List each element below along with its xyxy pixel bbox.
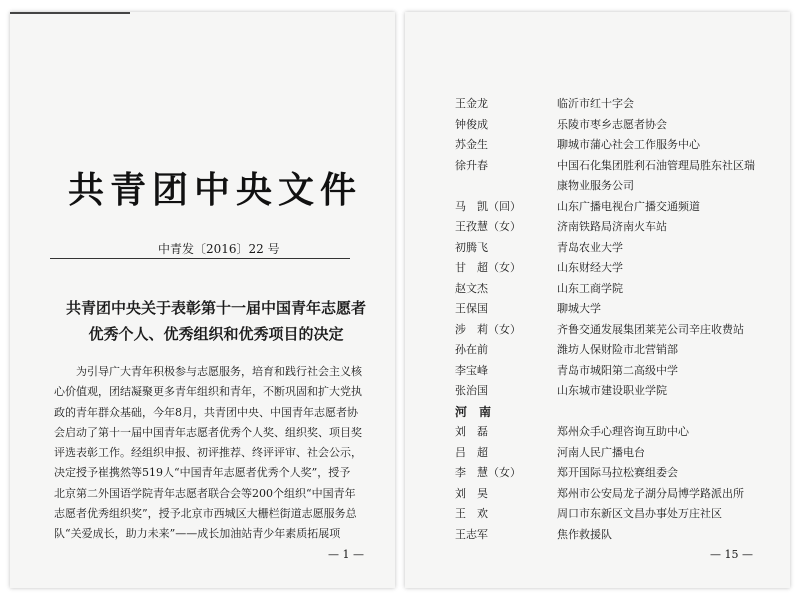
- page-number: — 1 —: [328, 548, 364, 561]
- awardee-name: 赵文杰: [455, 281, 488, 295]
- awardee-organization: 山东城市建设职业学院: [557, 384, 667, 397]
- list-item: [455, 318, 785, 339]
- document-number: 中青发〔2016〕22 号: [158, 242, 280, 256]
- header-rule: [10, 12, 130, 14]
- section-heading: [455, 400, 785, 421]
- awardee-name: 孙在前: [455, 343, 488, 356]
- list-item: [455, 195, 785, 216]
- body-line: 为引导广大青年积极参与志愿服务，培育和践行社会主义核: [76, 365, 362, 378]
- body-line: 政的青年群众基础，今年8月，共青团中央、中国青年志愿者协: [54, 405, 358, 419]
- awardee-name: 马 凯（回）: [455, 199, 521, 213]
- awardee-organization: 山东财经大学: [557, 261, 623, 274]
- awardee-organization: 郑州众手心理咨询互助中心: [557, 425, 689, 438]
- awardee-name: 王 欢: [455, 507, 488, 520]
- awardee-organization: 青岛市城阳第二高级中学: [557, 363, 678, 377]
- list-item: [455, 154, 785, 175]
- divider-rule: [50, 258, 350, 259]
- body-line: 队“关爱成长，助力未来”——成长加油站青少年素质拓展项: [54, 527, 341, 541]
- awardee-name: 吕 超: [455, 445, 488, 459]
- awardee-organization: 郑州市公安局龙子湖分局博学路派出所: [557, 486, 744, 500]
- page-number: — 15 —: [710, 548, 753, 561]
- list-item: [455, 420, 785, 441]
- awardee-name: 李 慧（女）: [455, 466, 521, 479]
- list-item: [455, 359, 785, 380]
- body-line: 北京第二外国语学院青年志愿者联合会等200个组织“中国青年: [54, 486, 356, 500]
- document-banner: 共青团中央文件: [68, 169, 363, 211]
- list-item: [455, 461, 785, 482]
- awardee-organization: 郑开国际马拉松赛组委会: [557, 466, 678, 479]
- awardee-name: 张治国: [455, 384, 488, 397]
- awardee-name: 刘 磊: [455, 425, 488, 438]
- awardee-name: 钟俊成: [455, 117, 488, 131]
- body-line: 志愿者优秀组织奖”，授予北京市西城区大栅栏街道志愿服务总: [54, 507, 357, 521]
- body-line: 会启动了第十一届中国青年志愿者优秀个人奖、组织奖、项目奖: [54, 425, 362, 439]
- list-item: [455, 502, 785, 523]
- awardee-organization: 河南人民广播电台: [557, 445, 645, 459]
- awardee-name: 李宝峰: [455, 363, 488, 377]
- awardee-name: 刘 昊: [455, 486, 488, 500]
- awardee-organization: 济南铁路局济南火车站: [557, 220, 667, 233]
- document-title-line-2: 优秀个人、优秀组织和优秀项目的决定: [88, 325, 344, 343]
- awardee-organization: 山东工商学院: [557, 281, 623, 295]
- body-line: 心价值观，团结凝聚更多青年组织和青年，不断巩固和扩大党执: [54, 385, 362, 399]
- list-item: [455, 256, 785, 277]
- awardee-name: 王保国: [455, 302, 488, 315]
- awardee-name: 王孜慧（女）: [455, 220, 521, 233]
- document-page-right: [405, 12, 790, 588]
- awardee-name: 涉 莉（女）: [455, 322, 521, 336]
- awardee-organization: 焦作救援队: [557, 527, 612, 541]
- list-item: [455, 92, 785, 113]
- awardee-name: 王志军: [455, 527, 488, 541]
- list-item: [455, 297, 785, 318]
- list-item: [455, 215, 785, 236]
- list-item: [455, 338, 785, 359]
- awardee-organization: 山东广播电视台广播交通频道: [557, 199, 700, 213]
- document-page-left: [10, 12, 395, 588]
- awardee-organization: 乐陵市枣乡志愿者协会: [557, 117, 667, 131]
- list-item: [455, 277, 785, 298]
- awardee-name: 初腾飞: [455, 240, 488, 254]
- awardee-organization: 齐鲁交通发展集团莱芜公司辛庄收费站: [557, 322, 744, 336]
- awardee-organization: 康物业服务公司: [557, 179, 634, 192]
- awardee-organization: 临沂市红十字会: [557, 97, 634, 110]
- list-item: [455, 441, 785, 462]
- body-line: 决定授予崔携然等519人“中国青年志愿者优秀个人奖”，授予: [54, 466, 351, 480]
- document-title-line-1: 共青团中央关于表彰第十一届中国青年志愿者: [65, 299, 366, 317]
- awardee-name: 苏金生: [455, 138, 488, 151]
- body-line: 评选表彰工作。经组织申报、初评推荐、终评评审、社会公示，: [54, 446, 362, 460]
- list-item: [455, 379, 785, 400]
- awardee-name: 王金龙: [455, 97, 488, 110]
- list-item: [455, 174, 785, 195]
- awardee-name: 河 南: [455, 404, 492, 419]
- list-item: [455, 236, 785, 257]
- awardee-organization: 潍坊人保财险市北营销部: [557, 343, 678, 356]
- awardee-organization: 周口市东新区文昌办事处万庄社区: [557, 507, 722, 520]
- list-item: [455, 133, 785, 154]
- awardee-organization: 青岛农业大学: [557, 240, 623, 254]
- awardee-name: 徐升春: [455, 158, 488, 172]
- awardee-list: [455, 92, 785, 543]
- list-item: [455, 113, 785, 134]
- awardee-name: 甘 超（女）: [455, 261, 521, 274]
- list-item: [455, 523, 785, 544]
- awardee-organization: 中国石化集团胜利石油管理局胜东社区瑞: [557, 158, 755, 172]
- body-text: [54, 362, 374, 545]
- awardee-organization: 聊城市蒲心社会工作服务中心: [557, 138, 700, 151]
- list-item: [455, 482, 785, 503]
- awardee-organization: 聊城大学: [557, 302, 601, 315]
